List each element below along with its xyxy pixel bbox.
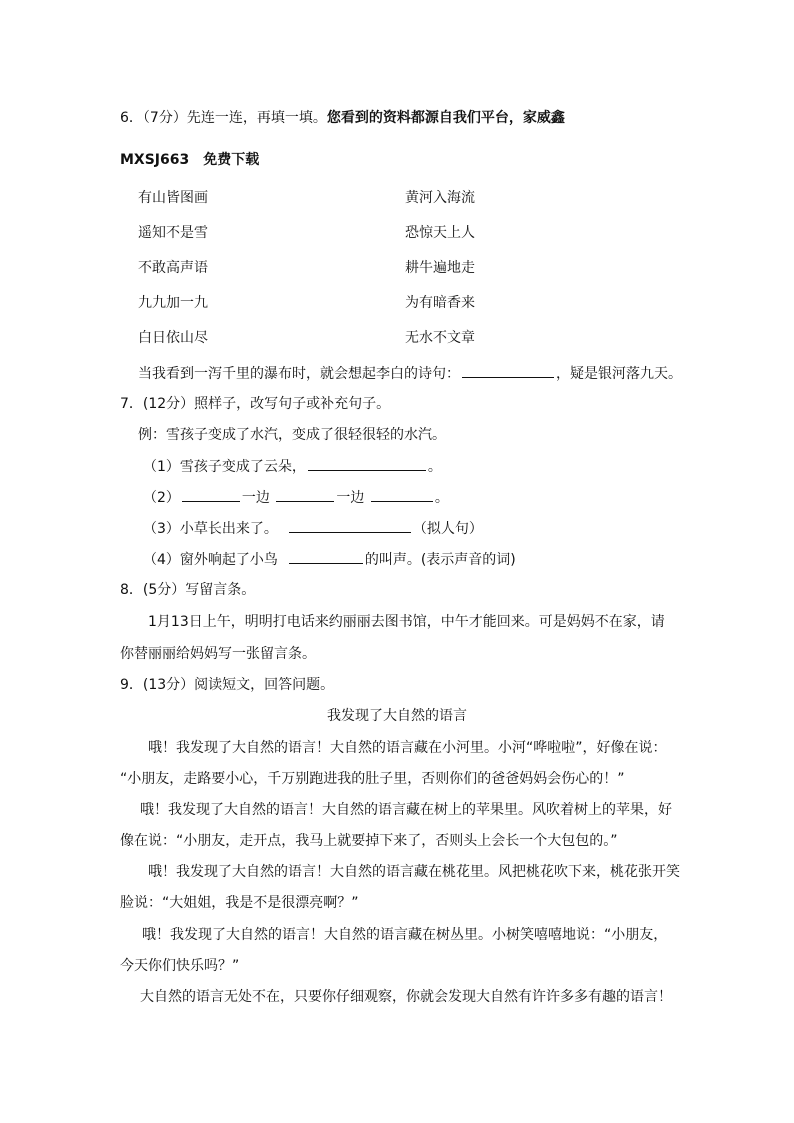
q7-item2-mid1: 一边 (241, 490, 270, 506)
q7-example: 例：雪孩子变成了水汽，变成了很轻很轻的水汽。 (138, 427, 446, 443)
q6-promo-line1: 您看到的资料都源自我们平台，家威鑫 (326, 110, 565, 126)
q6-answer-blank[interactable] (462, 363, 554, 378)
article-paragraph-line: 脸说：“大姐姐，我是不是很漂亮啊？” (120, 895, 359, 911)
article-paragraph-line: 哦！我发现了大自然的语言！大自然的语言藏在桃花里。风把桃花吹下来，桃花张开笑 (148, 864, 680, 880)
q7-item3-prefix: （3）小草长出来了。 (143, 521, 278, 537)
article-paragraph-line: 哦！我发现了大自然的语言！大自然的语言藏在树丛里。小树笑嘻嘻地说：“小朋友， (142, 927, 668, 943)
q7-item1 (143, 456, 442, 477)
q6-right-item: 为有暗香来 (405, 295, 475, 311)
q6-right-item: 耕牛遍地走 (405, 260, 475, 276)
q7-item2-mid2: 一边 (336, 490, 365, 506)
q7-item4 (143, 549, 516, 570)
q7-item4-suffix: 的叫声。(表示声音的词) (364, 552, 516, 568)
q8-text-line2: 你替丽丽给妈妈写一张留言条。 (120, 646, 316, 662)
article-paragraph-line: “小朋友，走路要小心，千万别跑进我的肚子里，否则你们的爸爸妈妈会伤心的！” (120, 771, 625, 787)
q6-fill-line (138, 363, 682, 384)
q7-item3-suffix: （拟人句） (412, 521, 483, 537)
q7-item3 (143, 518, 483, 539)
q6-left-item: 不敢高声语 (138, 260, 208, 276)
q6-left-item: 有山皆图画 (138, 190, 208, 206)
q6-left-item: 白日依山尽 (138, 330, 208, 346)
q6-header: 6．（7分）先连一连，再填一填。 (120, 110, 327, 126)
article-title: 我发现了大自然的语言 (327, 708, 467, 724)
q6-header-line (120, 108, 565, 128)
q6-right-item: 黄河入海流 (405, 190, 475, 206)
q6-right-item: 恐惊天上人 (405, 225, 475, 241)
article-paragraph-line: 大自然的语言无处不在，只要你仔细观察，你就会发现大自然有许许多多有趣的语言！ (140, 989, 672, 1005)
q8-header: 8．(5分）写留言条。 (120, 582, 256, 598)
q6-fill-suffix: ，疑是银河落九天。 (556, 366, 682, 382)
q6-left-item: 遥知不是雪 (138, 225, 208, 241)
q7-item2-suffix: 。 (434, 490, 449, 506)
q7-item2-blank[interactable] (371, 487, 433, 502)
article-paragraph-line: 像在说：“小朋友，走开点，我马上就要掉下来了，否则头上会长一个大包包的。” (120, 833, 618, 849)
q8-text-line1: 1月13日上午，明明打电话来约丽丽去图书馆，中午才能回来。可是妈妈不在家，请 (148, 614, 665, 630)
q7-item4-blank[interactable] (289, 549, 363, 564)
q6-right-item: 无水不文章 (405, 330, 475, 346)
q6-promo-line2: MXSJ663 免费下载 (120, 152, 260, 168)
q7-header: 7．(12分）照样子，改写句子或补充句子。 (120, 396, 391, 412)
article-paragraph-line: 今天你们快乐吗？” (120, 958, 240, 974)
q7-item1-blank[interactable] (308, 456, 426, 471)
q7-item1-prefix: （1）雪孩子变成了云朵， (143, 459, 306, 475)
article-paragraph-line: 哦！我发现了大自然的语言！大自然的语言藏在树上的苹果里。风吹着树上的苹果，好 (140, 802, 672, 818)
q7-item2-blank[interactable] (182, 487, 240, 502)
q7-item2-prefix: （2） (143, 490, 180, 506)
q9-header: 9．(13分）阅读短文，回答问题。 (120, 677, 335, 693)
q7-item2-blank[interactable] (276, 487, 334, 502)
q6-left-item: 九九加一九 (138, 295, 208, 311)
q6-fill-prefix: 当我看到一泻千里的瀑布时，就会想起李白的诗句： (138, 366, 460, 382)
q7-item2 (143, 487, 449, 508)
q7-item4-prefix: （4）窗外响起了小鸟 (143, 552, 278, 568)
q7-item3-blank[interactable] (289, 518, 411, 533)
article-paragraph-line: 哦！我发现了大自然的语言！大自然的语言藏在小河里。小河“哗啦啦”，好像在说： (148, 740, 667, 756)
q7-item1-suffix: 。 (427, 459, 442, 475)
